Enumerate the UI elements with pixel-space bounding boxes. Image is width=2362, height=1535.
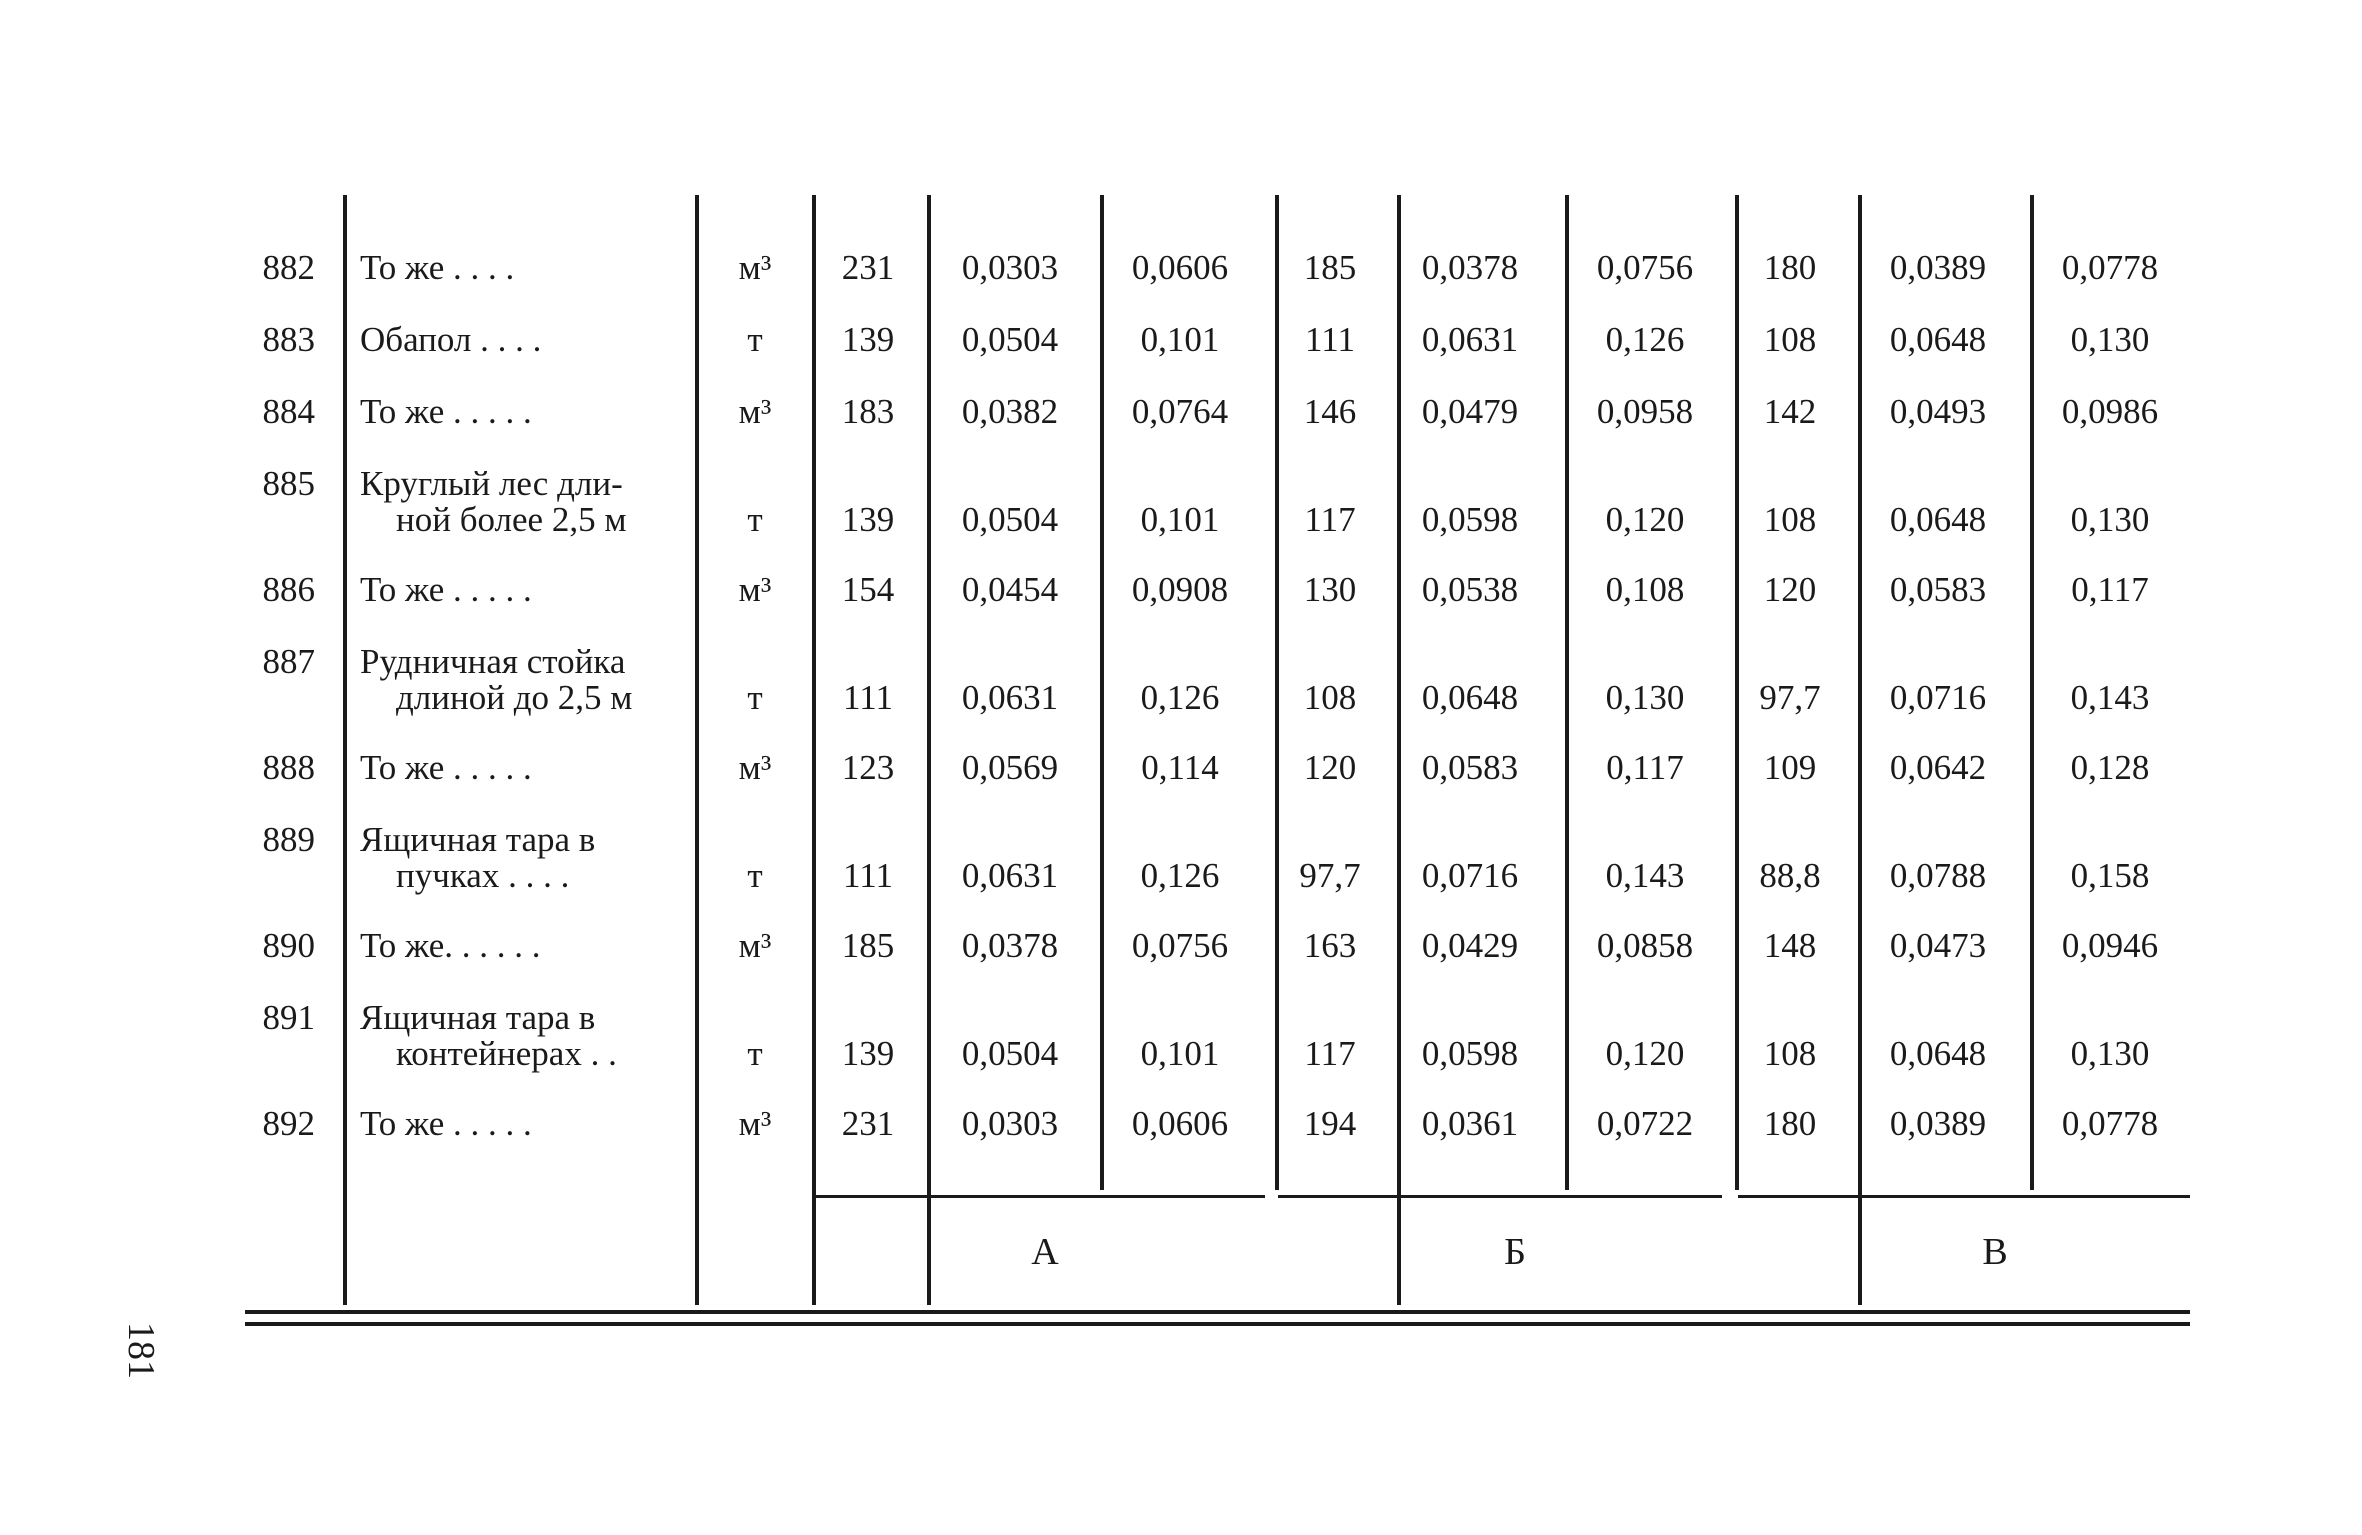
row-value: 0,143 — [2070, 678, 2150, 717]
row-value: 0,0504 — [961, 500, 1059, 539]
table-column-rule — [343, 195, 347, 1305]
row-value: 0,117 — [2071, 570, 2149, 609]
row-name-line: Обапол . . . . — [360, 320, 542, 359]
row-value: 0,0908 — [1131, 570, 1229, 609]
row-value: 0,0648 — [1421, 678, 1519, 717]
row-value: 0,120 — [1605, 1034, 1685, 1073]
row-name-line: Рудничная стойка — [360, 642, 626, 681]
row-unit: м³ — [738, 570, 772, 609]
row-name-line: То же. . . . . . — [360, 926, 541, 965]
page-number: 181 — [120, 1322, 162, 1379]
group-label: В — [1982, 1231, 2008, 1273]
row-value: 108 — [1763, 1034, 1817, 1073]
row-value: 0,0504 — [961, 1034, 1059, 1073]
row-value: 0,0958 — [1596, 392, 1694, 431]
group-label: А — [1031, 1231, 1059, 1273]
row-value: 0,0598 — [1421, 500, 1519, 539]
row-name — [360, 1000, 690, 1072]
table-column-rule — [1565, 195, 1569, 1190]
row-value: 123 — [841, 748, 895, 787]
row-value: 0,117 — [1606, 748, 1684, 787]
row-value: 0,0493 — [1889, 392, 1987, 431]
row-value: 0,126 — [1140, 678, 1220, 717]
row-value: 0,0583 — [1421, 748, 1519, 787]
row-value: 120 — [1303, 748, 1357, 787]
row-value: 0,0473 — [1889, 926, 1987, 965]
row-name — [360, 1106, 690, 1142]
row-number: 890 — [262, 926, 315, 965]
row-number: 885 — [262, 464, 315, 503]
row-value: 0,0598 — [1421, 1034, 1519, 1073]
row-name — [360, 822, 690, 894]
row-value: 0,0716 — [1421, 856, 1519, 895]
row-value: 0,101 — [1140, 500, 1220, 539]
row-value: 0,0642 — [1889, 748, 1987, 787]
row-name-line: контейнерах . . — [396, 1034, 617, 1073]
row-name-line: ной более 2,5 м — [396, 500, 627, 539]
row-value: 0,0946 — [2061, 926, 2159, 965]
row-value: 0,0429 — [1421, 926, 1519, 965]
row-value: 117 — [1304, 1034, 1356, 1073]
row-value: 0,130 — [2070, 500, 2150, 539]
row-value: 0,0583 — [1889, 570, 1987, 609]
row-value: 163 — [1303, 926, 1357, 965]
row-value: 0,0778 — [2061, 1104, 2159, 1143]
row-unit: м³ — [738, 748, 772, 787]
row-value: 0,0648 — [1889, 1034, 1987, 1073]
row-value: 108 — [1303, 678, 1357, 717]
row-value: 0,0303 — [961, 1104, 1059, 1143]
row-value: 0,130 — [1605, 678, 1685, 717]
row-value: 180 — [1763, 248, 1817, 287]
row-value: 139 — [841, 1034, 895, 1073]
row-value: 139 — [841, 500, 895, 539]
row-value: 0,0389 — [1889, 1104, 1987, 1143]
row-name — [360, 322, 690, 358]
row-unit: м³ — [738, 248, 772, 287]
table-column-rule — [695, 195, 699, 1305]
row-value: 0,0504 — [961, 320, 1059, 359]
row-unit: м³ — [738, 392, 772, 431]
row-unit: т — [747, 500, 763, 539]
row-value: 0,0756 — [1596, 248, 1694, 287]
row-value: 0,0606 — [1131, 1104, 1229, 1143]
row-value: 0,126 — [1605, 320, 1685, 359]
row-name-line: То же . . . . . — [360, 748, 532, 787]
row-value: 111 — [1305, 320, 1355, 359]
row-name — [360, 750, 690, 786]
row-value: 111 — [843, 856, 893, 895]
row-value: 142 — [1763, 392, 1817, 431]
row-name-line: То же . . . . . — [360, 392, 532, 431]
row-value: 0,128 — [2070, 748, 2150, 787]
row-value: 109 — [1763, 748, 1817, 787]
row-value: 0,0538 — [1421, 570, 1519, 609]
row-name — [360, 644, 690, 716]
row-value: 0,114 — [1141, 748, 1219, 787]
row-value: 0,143 — [1605, 856, 1685, 895]
row-value: 185 — [841, 926, 895, 965]
row-name-line: Ящичная тара в — [360, 820, 596, 859]
row-unit: т — [747, 320, 763, 359]
row-value: 88,8 — [1759, 856, 1821, 895]
row-value: 0,0631 — [961, 856, 1059, 895]
row-value: 0,0389 — [1889, 248, 1987, 287]
row-value: 97,7 — [1759, 678, 1821, 717]
row-name — [360, 466, 690, 538]
row-value: 139 — [841, 320, 895, 359]
row-value: 130 — [1303, 570, 1357, 609]
row-name-line: То же . . . . . — [360, 1104, 532, 1143]
row-unit: т — [747, 1034, 763, 1073]
row-value: 0,0303 — [961, 248, 1059, 287]
row-name — [360, 928, 690, 964]
row-number: 892 — [262, 1104, 315, 1143]
group-divider-line — [815, 1195, 1265, 1198]
row-unit: м³ — [738, 1104, 772, 1143]
bottom-rule-lower — [245, 1322, 2190, 1326]
row-value: 0,108 — [1605, 570, 1685, 609]
row-value: 117 — [1304, 500, 1356, 539]
row-value: 0,0756 — [1131, 926, 1229, 965]
row-name-line: длиной до 2,5 м — [396, 678, 633, 717]
row-value: 0,0764 — [1131, 392, 1229, 431]
row-number: 882 — [262, 248, 315, 287]
row-value: 0,0378 — [961, 926, 1059, 965]
row-value: 148 — [1763, 926, 1817, 965]
row-value: 97,7 — [1299, 856, 1361, 895]
row-number: 888 — [262, 748, 315, 787]
row-number: 886 — [262, 570, 315, 609]
row-value: 180 — [1763, 1104, 1817, 1143]
table-column-rule — [1100, 195, 1104, 1190]
row-value: 0,0454 — [961, 570, 1059, 609]
group-divider-line — [1278, 1195, 1722, 1198]
row-value: 0,0378 — [1421, 248, 1519, 287]
row-name-line: То же . . . . . — [360, 570, 532, 609]
row-value: 108 — [1763, 320, 1817, 359]
row-value: 0,0778 — [2061, 248, 2159, 287]
row-unit: м³ — [738, 926, 772, 965]
row-value: 0,0479 — [1421, 392, 1519, 431]
row-value: 0,0631 — [961, 678, 1059, 717]
row-value: 0,0858 — [1596, 926, 1694, 965]
row-value: 108 — [1763, 500, 1817, 539]
row-unit: т — [747, 856, 763, 895]
group-label: Б — [1504, 1231, 1526, 1273]
row-value: 0,158 — [2070, 856, 2150, 895]
row-value: 111 — [843, 678, 893, 717]
row-value: 0,0986 — [2061, 392, 2159, 431]
row-value: 183 — [841, 392, 895, 431]
row-value: 0,130 — [2070, 1034, 2150, 1073]
row-value: 231 — [841, 1104, 895, 1143]
row-value: 0,0606 — [1131, 248, 1229, 287]
row-value: 0,0569 — [961, 748, 1059, 787]
group-divider-line — [1738, 1195, 2190, 1198]
row-number: 889 — [262, 820, 315, 859]
row-value: 0,0631 — [1421, 320, 1519, 359]
row-name — [360, 572, 690, 608]
row-value: 0,0788 — [1889, 856, 1987, 895]
row-value: 194 — [1303, 1104, 1357, 1143]
row-name-line: Ящичная тара в — [360, 998, 596, 1037]
bottom-rule-upper — [245, 1310, 2190, 1314]
table-column-rule — [2030, 195, 2034, 1190]
row-value: 146 — [1303, 392, 1357, 431]
row-name-line: пучках . . . . — [396, 856, 570, 895]
row-value: 0,120 — [1605, 500, 1685, 539]
row-value: 0,0648 — [1889, 320, 1987, 359]
row-number: 887 — [262, 642, 315, 681]
row-value: 120 — [1763, 570, 1817, 609]
row-number: 883 — [262, 320, 315, 359]
row-value: 154 — [841, 570, 895, 609]
row-value: 0,130 — [2070, 320, 2150, 359]
row-value: 0,101 — [1140, 1034, 1220, 1073]
row-name-line: То же . . . . — [360, 248, 515, 287]
row-value: 0,101 — [1140, 320, 1220, 359]
row-value: 0,0648 — [1889, 500, 1987, 539]
row-value: 0,0716 — [1889, 678, 1987, 717]
row-unit: т — [747, 678, 763, 717]
row-name — [360, 250, 690, 286]
row-value: 0,0722 — [1596, 1104, 1694, 1143]
row-value: 0,0382 — [961, 392, 1059, 431]
row-number: 891 — [262, 998, 315, 1037]
row-value: 0,126 — [1140, 856, 1220, 895]
row-value: 231 — [841, 248, 895, 287]
row-name — [360, 394, 690, 430]
row-value: 0,0361 — [1421, 1104, 1519, 1143]
row-name-line: Круглый лес дли- — [360, 464, 623, 503]
row-value: 185 — [1303, 248, 1357, 287]
row-number: 884 — [262, 392, 315, 431]
